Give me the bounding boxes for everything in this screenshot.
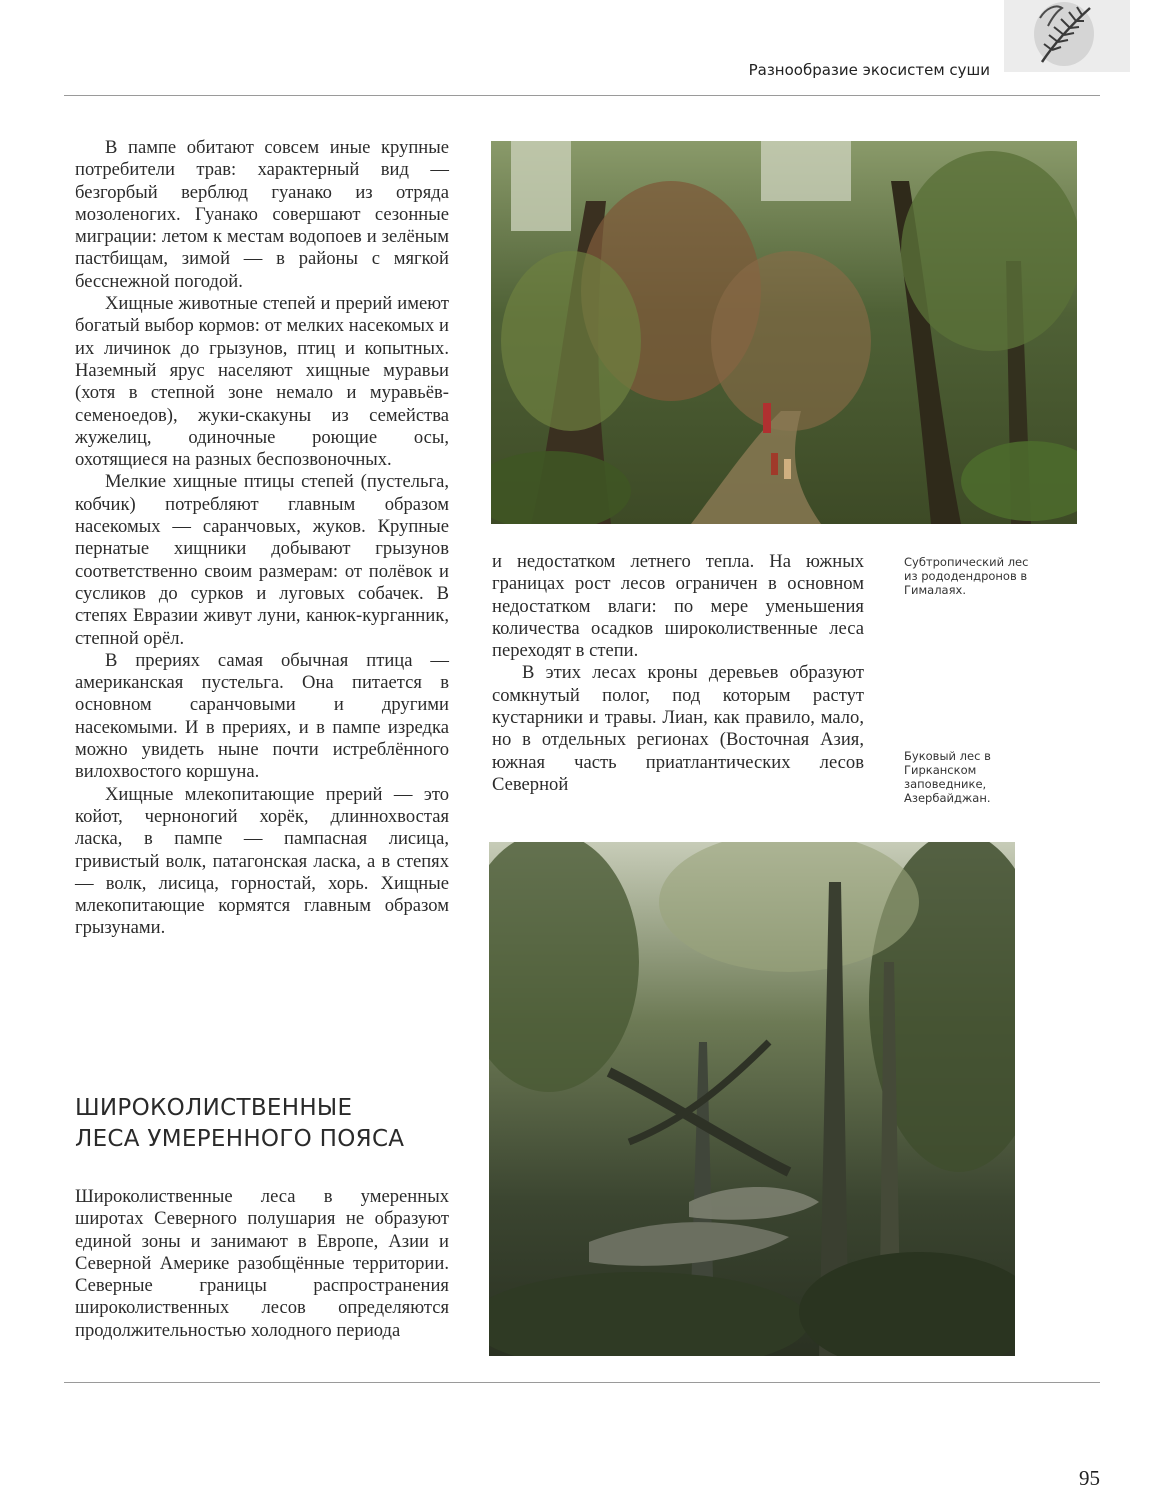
- page-number: 95: [1079, 1466, 1100, 1490]
- footer-rule: [64, 1382, 1100, 1383]
- caption-photo1: Субтропический лес из рододендронов в Гималаях.: [904, 555, 1029, 597]
- photo-rhododendron-forest: [491, 141, 1077, 524]
- middle-column: [492, 551, 864, 796]
- header-rule: [64, 95, 1100, 96]
- paragraph-mammals: Хищные млекопитающие прерий — это койот, черноногий хорёк, длиннохвостая ласка, в пампе — пампасная лисица, гривистый волк, патагонская ласка, а в степях — волк, лисица, горностай, хорь. Хищные млекопитающие кормятся главным образом грызунами.: [75, 783, 449, 939]
- photo-beech-forest: [489, 842, 1015, 1356]
- paragraph-continuation: и недостатком летнего тепла. На южных границах рост лесов ограничен в основном недостатком влаги: по мере уменьшения количества осадков широколиственные леса переходят в степи.: [492, 551, 864, 662]
- caption-photo2: Буковый лес в Гирканском заповеднике, Азербайджан.: [904, 749, 991, 805]
- paragraph-canopy: В этих лесах кроны деревьев образуют сомкнутый полог, под которым растут кустарники и травы. Лиан, как правило, мало, но в отдельных регионах (Восточная Азия, южная часть приатлантических лесов Северной: [492, 662, 864, 795]
- section-intro: Широколиственные леса в умеренных широтах Северного полушария не образуют единой зоны и занимают в Европе, Азии и Северной Америке разобщённые территории. Северные границы распространения широколиственных лесов определяются продолжительностью холодного периода: [75, 1186, 449, 1341]
- paragraph-birds: Мелкие хищные птицы степей (пустельга, кобчик) потребляют главным образом насекомых — саранчовых, жуков. Крупные пернатые хищники добывают грызунов соответственно своим размерам: от полёвок и сусликов до сурков и луговых собачек. В степях Евразии живут луни, канюк-курганник, степной орёл.: [75, 471, 449, 649]
- section-heading-line2: ЛЕСА УМЕРЕННОГО ПОЯСА: [75, 1126, 405, 1152]
- paragraph-prairie: В прериях самая обычная птица — американская пустельга. Она питается в основном саранчовыми и другими насекомыми. И в прериях, и в пампе изредка можно увидеть ныне почти истреблённого вилохвостого коршуна.: [75, 649, 449, 783]
- running-title: Разнообразие экосистем суши: [748, 61, 990, 79]
- paragraph-predators: Хищные животные степей и прерий имеют богатый выбор кормов: от мелких насекомых и их личинок до грызунов, птиц и копытных. Наземный ярус населяют хищные муравьи (хотя в степной зоне немало и муравьёв-семеноедов), жуки-скакуны из семейства жужелиц, одиночные роющие осы, охотящиеся на разных беспозвоночных.: [75, 293, 449, 471]
- corner-emblem-box: [1004, 0, 1130, 72]
- section-heading: [75, 1093, 455, 1155]
- fern-leaf-emblem-icon: [1004, 0, 1130, 72]
- left-column: [75, 137, 449, 940]
- section-heading-line1: ШИРОКОЛИСТВЕННЫЕ: [75, 1095, 353, 1121]
- paragraph-pampa: В пампе обитают совсем иные крупные потребители трав: характерный вид — безгорбый верблюд гуанако из отряда мозоленогих. Гуанако совершают сезонные миграции: летом к местам водопоев и зелёным пастбищам, зимой — в районы с мягкой бесснежной погодой.: [75, 137, 449, 292]
